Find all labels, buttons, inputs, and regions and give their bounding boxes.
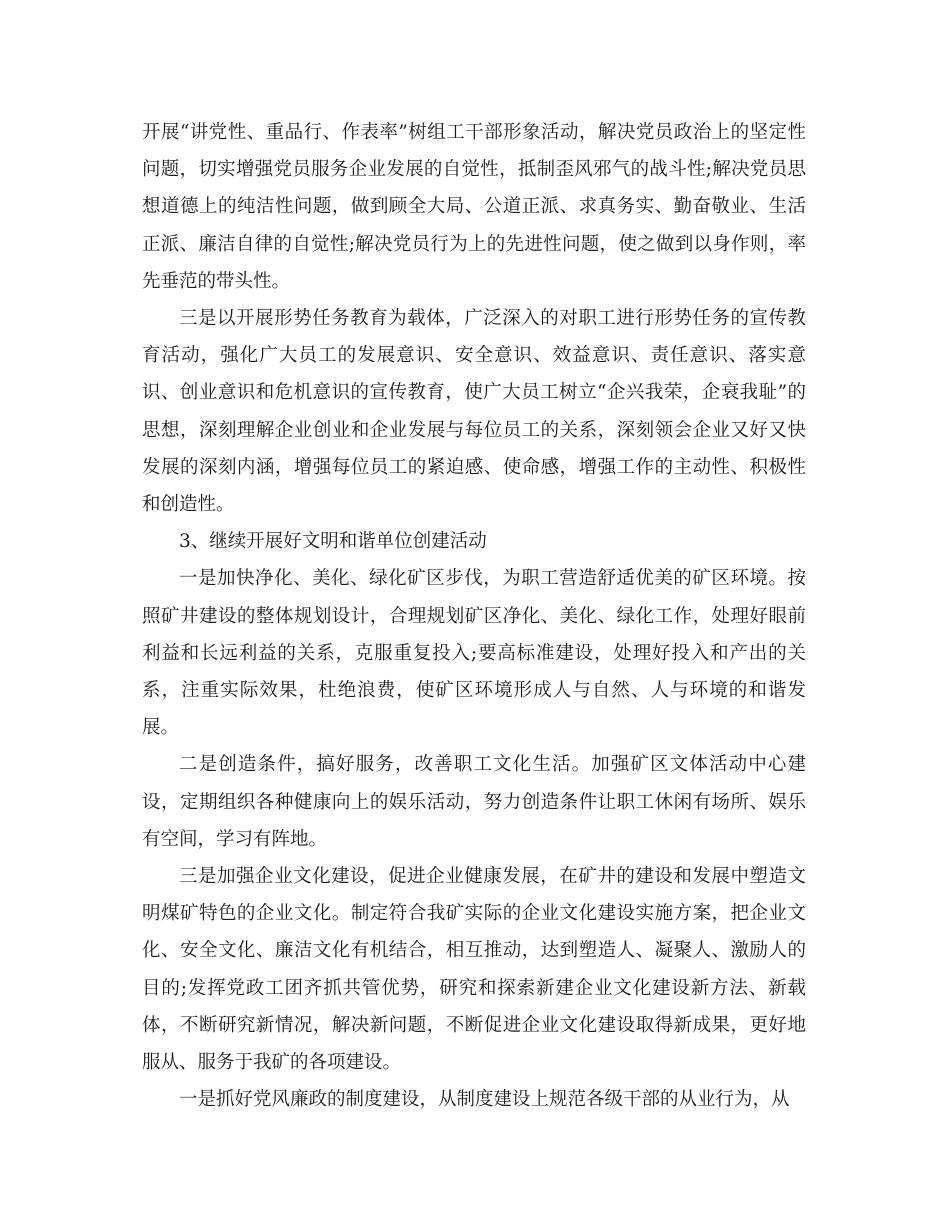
paragraph-mining-environment: 一是加快净化、美化、绿化矿区步伐，为职工营造舒适优美的矿区环境。按照矿井建设的整体规划设计，合理规划矿区净化、美化、绿化工作，处理好眼前利益和长远利益的关系，克服重复投入;要高标准建设，处理好投入和产出的关系，注重实际效果，杜绝浪费，使矿区环境形成人与自然、人与环境的和谐发展。 — [142, 568, 806, 739]
paragraph-continuation: 开展“讲党性、重品行、作表率”树组工干部形象活动，解决党员政治上的坚定性问题，切实增强党员服务企业发展的自觉性，抵制歪风邪气的战斗性;解决党员思想道德上的纯洁性问题，做到顾全大局、公道正派、求真务实、勤奋敬业、生活正派、廉洁自律的自觉性;解决党员行为上的先进性问题，使之做到以身作则，率先垂范的带头性。 — [142, 122, 806, 292]
paragraph-integrity-system: 一是抓好党风廉政的制度建设，从制度建设上规范各级干部的从业行为，从 — [179, 1089, 790, 1111]
section-heading-civilized-unit: 3、继续开展好文明和谐单位创建活动 — [179, 531, 487, 553]
document-body — [142, 114, 806, 1118]
paragraph-corporate-culture: 三是加强企业文化建设，促进企业健康发展，在矿井的建设和发展中塑造文明煤矿特色的企业文化。制定符合我矿实际的企业文化建设实施方案，把企业文化、安全文化、廉洁文化有机结合，相互推动，达到塑造人、凝聚人、激励人的目的;发挥党政工团齐抓共管优势，研究和探索新建企业文化建设新方法、新载体，不断研究新情况，解决新问题，不断促进企业文化建设取得新成果，更好地服从、服务于我矿的各项建设。 — [142, 866, 806, 1074]
paragraph-cultural-life: 二是创造条件，搞好服务，改善职工文化生活。加强矿区文体活动中心建设，定期组织各种健康向上的娱乐活动，努力创造条件让职工休闲有场所、娱乐有空间，学习有阵地。 — [142, 754, 806, 850]
paragraph-situation-education: 三是以开展形势任务教育为载体，广泛深入的对职工进行形势任务的宣传教育活动，强化广大员工的发展意识、安全意识、效益意识、责任意识、落实意识、创业意识和危机意识的宣传教育，使广大员工树立“企兴我荣，企衰我耻”的思想，深刻理解企业创业和企业发展与每位员工的关系，深刻领会企业又好又快发展的深刻内涵，增强每位员工的紧迫感、使命感，增强工作的主动性、积极性和创造性。 — [142, 308, 806, 516]
